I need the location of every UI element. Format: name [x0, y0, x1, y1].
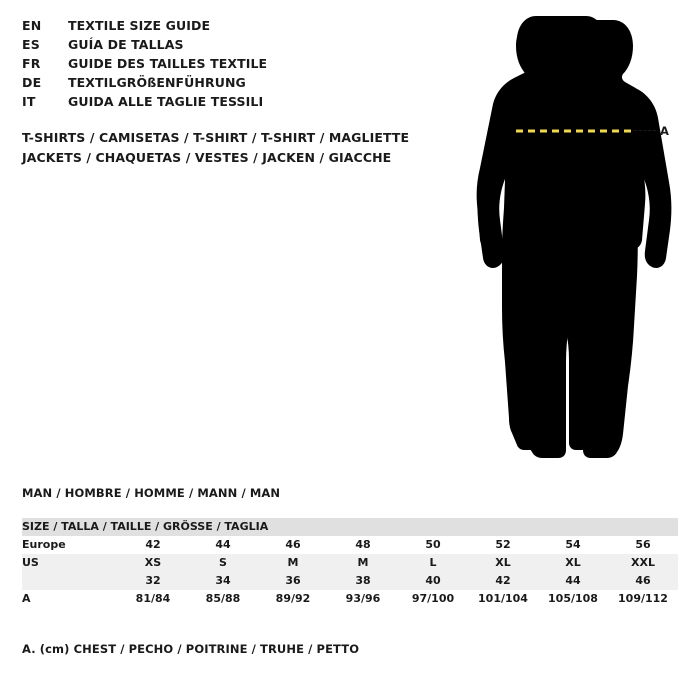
cell: 89/92 — [275, 592, 311, 605]
group-title: SIZE / TALLA / TAILLE / GRÖSSE / TAGLIA — [22, 520, 269, 533]
language-row — [22, 56, 462, 75]
cell: 48 — [355, 538, 371, 551]
language-title: GUIDA ALLE TAGLIE TESSILI — [68, 94, 264, 109]
cell: 46 — [285, 538, 301, 551]
male-figure-silhouette — [466, 6, 696, 476]
language-title: TEXTILE SIZE GUIDE — [68, 18, 211, 33]
table-group-title-row — [22, 518, 678, 536]
language-row — [22, 75, 462, 94]
cell: 56 — [635, 538, 651, 551]
cell: 81/84 — [135, 592, 171, 605]
language-row — [22, 37, 462, 56]
cell: 54 — [565, 538, 581, 551]
language-title: GUÍA DE TALLAS — [68, 37, 184, 52]
category-line-jackets: JACKETS / CHAQUETAS / VESTES / JACKEN / GIACCHE — [22, 150, 392, 165]
cell: M — [287, 556, 299, 569]
cell: 44 — [565, 574, 581, 587]
cell: 44 — [215, 538, 231, 551]
cell: M — [357, 556, 369, 569]
cell: S — [219, 556, 227, 569]
row-label: A — [22, 592, 31, 605]
language-title: TEXTILGRÖßENFÜHRUNG — [68, 75, 246, 90]
garment-category-block — [22, 128, 409, 168]
cell: 85/88 — [205, 592, 241, 605]
cell: 46 — [635, 574, 651, 587]
table-row — [22, 572, 678, 590]
table-row — [22, 554, 678, 572]
language-title: GUIDE DES TAILLES TEXTILE — [68, 56, 268, 71]
measure-label-a: A — [660, 124, 670, 138]
cell: 40 — [425, 574, 441, 587]
cell: 42 — [145, 538, 161, 551]
cell: 34 — [215, 574, 231, 587]
cell: 97/100 — [411, 592, 455, 605]
language-row — [22, 94, 462, 113]
footnote-chest: A. (cm) CHEST / PECHO / POITRINE / TRUHE / PETTO — [22, 642, 360, 656]
cell: XS — [144, 556, 162, 569]
cell: 36 — [285, 574, 301, 587]
cell: XL — [565, 556, 581, 569]
table-row — [22, 536, 678, 554]
cell: L — [429, 556, 437, 569]
cell: 105/108 — [548, 592, 598, 605]
cell: XXL — [631, 556, 655, 569]
language-code: DE — [22, 75, 42, 90]
cell: XL — [495, 556, 511, 569]
cell: 93/96 — [345, 592, 381, 605]
cell: 42 — [495, 574, 511, 587]
measure-leader-line — [634, 130, 656, 131]
cell: 50 — [425, 538, 441, 551]
row-label — [22, 572, 118, 590]
language-code: EN — [22, 18, 42, 33]
cell: 109/112 — [618, 592, 668, 605]
cell: 101/104 — [478, 592, 528, 605]
row-label: US — [22, 556, 39, 569]
cell: 38 — [355, 574, 371, 587]
language-row — [22, 18, 462, 37]
language-code: ES — [22, 37, 40, 52]
language-code: IT — [22, 94, 36, 109]
language-code: FR — [22, 56, 41, 71]
cell: 32 — [145, 574, 161, 587]
gender-header: MAN / HOMBRE / HOMME / MANN / MAN — [22, 486, 281, 500]
category-line-tshirts: T-SHIRTS / CAMISETAS / T-SHIRT / T-SHIRT / MAGLIETTE — [22, 130, 410, 145]
row-label: Europe — [22, 538, 66, 551]
size-table — [22, 518, 678, 608]
language-title-block — [22, 18, 462, 113]
table-row — [22, 590, 678, 608]
cell: 52 — [495, 538, 511, 551]
